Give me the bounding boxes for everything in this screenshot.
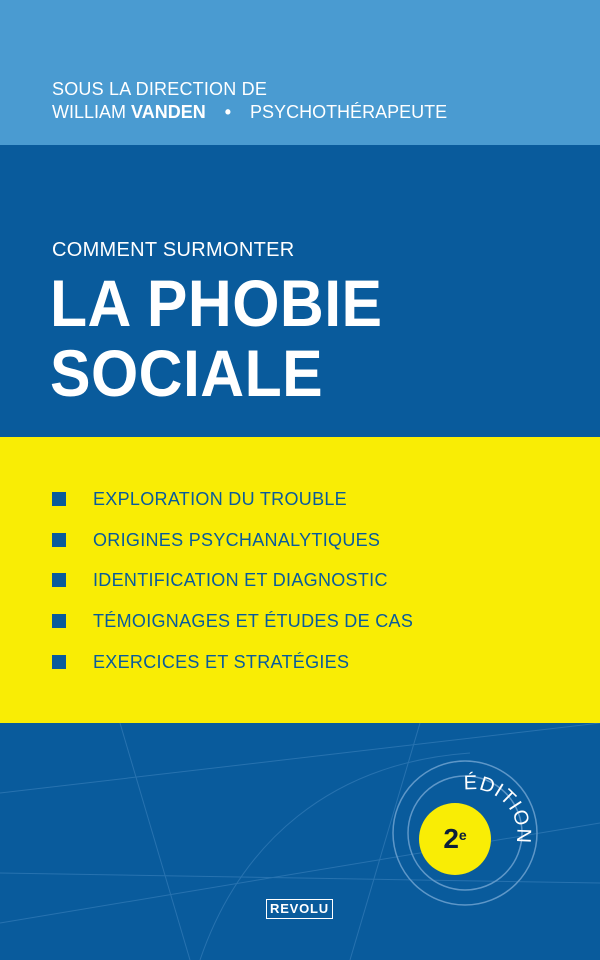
author-separator: • [224, 102, 232, 122]
author-role: PSYCHOTHÉRAPEUTE [250, 102, 448, 122]
title-kicker: COMMENT SURMONTER [52, 239, 295, 261]
author-first-name: WILLIAM [52, 102, 127, 122]
topic-label: EXPLORATION DU TROUBLE [93, 488, 347, 509]
title-line-1: LA PHOBIE [50, 266, 383, 340]
direction-label: SOUS LA DIRECTION DE [52, 79, 268, 99]
edition-number: 2e [443, 823, 467, 854]
author-last-name: VANDEN [131, 102, 206, 122]
topic-label: ORIGINES PSYCHANALYTIQUES [93, 529, 381, 550]
publisher-logo: REVOLU [266, 899, 333, 919]
topic-label: IDENTIFICATION ET DIAGNOSTIC [93, 569, 388, 590]
edition-word: ÉDITION [463, 772, 535, 845]
topic-label: TÉMOIGNAGES ET ÉTUDES DE CAS [93, 610, 414, 631]
title-line-2: SOCIALE [50, 336, 324, 410]
topic-label: EXERCICES ET STRATÉGIES [93, 651, 350, 672]
edition-suffix: e [458, 827, 467, 843]
